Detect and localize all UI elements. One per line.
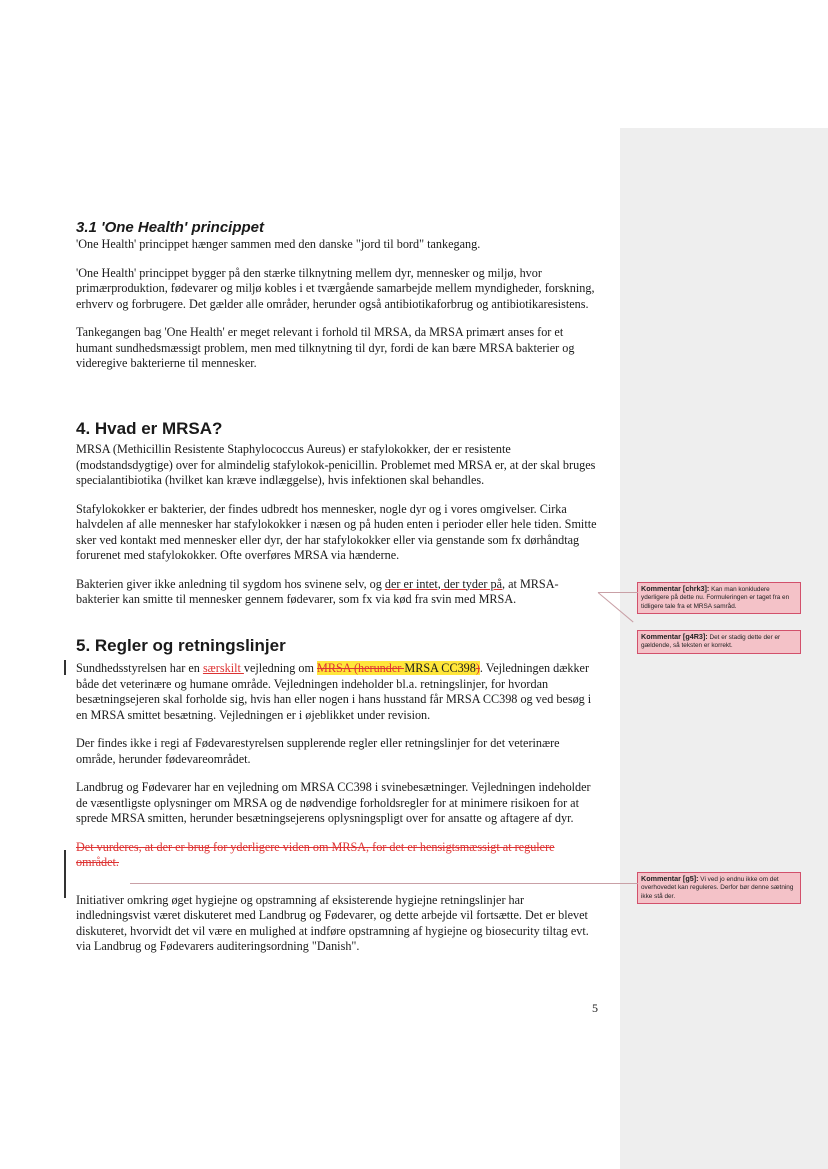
section-heading-4: 4. Hvad er MRSA? xyxy=(76,419,223,438)
comment-connector xyxy=(598,592,638,593)
change-bar xyxy=(64,850,66,898)
paragraph: Stafylokokker er bakterier, der findes udbredt hos mennesker, nogle dyr og i vores omgivelser. Cirka halvdelen af alle mennesker har stafylokokker i næsen og på huden enten i perioder eller hele tiden. Smitte sker ved kontakt med mennesker eller dyr, der har stafylokokker eller via genstande som fx dørhåndtag forurenet med stafylokokker. Ofte overføres MRSA via hænderne. xyxy=(76,501,597,562)
comment-connector xyxy=(130,883,638,884)
paragraph: Initiativer omkring øget hygiejne og opstramning af eksisterende hygiejne retningslinjer har indledningsvist været diskuteret med Landbrug og Fødevarer, og dette arbejde vil fortsætte. Det er blevet diskuteret, hvorvidt det vil være en mulighed at indføre opstramning af hygiejne og biosecurity tiltag evt. via Landbrug og Fødevarers auditeringsordning "Danish". xyxy=(76,892,589,953)
paragraph: Tankegangen bag 'One Health' er meget relevant i forhold til MRSA, da MRSA primært anses for et humant sundhedsmæssigt problem, men med tilknytning til dyr, fordi de kan bære MRSA bakterier og videregive bakterierne til mennesker. xyxy=(76,325,575,370)
section-4 xyxy=(76,419,600,608)
comment-anchor[interactable]: der er intet, der tyder på xyxy=(384,576,503,591)
section-5 xyxy=(76,636,600,955)
paragraph: 'One Health' princippet bygger på den stærke tilknytning mellem dyr, mennesker og miljø, hvor primærproduktion, fødevarer og miljø kobles i et tværgående samarbejde mellem myndigheder, forskning, erhverv og forbrugere. Det gælder alle områder, herunder også antibiotikaforbrug og antibiotikaresistens. xyxy=(76,265,595,311)
page-number: 5 xyxy=(592,1001,598,1015)
change-bar xyxy=(64,660,66,675)
section-heading-5: 5. Regler og retningslinjer xyxy=(76,636,286,655)
section-3-1 xyxy=(76,219,600,372)
deleted-text[interactable]: ) xyxy=(475,661,480,675)
tracked-paragraph: Sundhedsstyrelsen har en særskilt vejledning om MRSA (herunder MRSA CC398). Vejledningen dækker både det veterinære og humane område. Vejledningen indeholder bl.a. retningslinjer, for hvordan besætningsejeren skal forholde sig, hvis han eller nogen i hans husstand får MRSA CC398 og ved besøg i en MRSA smittet besætning. Vejledningen er i øjeblikket under revision. xyxy=(76,661,592,722)
comment-balloon-g5[interactable]: Kommentar [g5]: Vi ved jo endnu ikke om det overhovedet kan reguleres. Derfor bør denne sætning ikke stå der. xyxy=(637,872,801,904)
paragraph: Landbrug og Fødevarer har en vejledning om MRSA CC398 i svinebesætninger. Vejledningen indeholder de væsentligste oplysninger om MRSA og de nødvendige forholdsregler for at minimere risikoen for at sprede MRSA smitten, herunder besætningsejerens oplysningspligt over for ansatte og aftagere af dyr. xyxy=(76,780,591,825)
paragraph-with-comment: Bakterien giver ikke anledning til sygdom hos svinene selv, og der er intet, der tyder på, at MRSA-bakterier kan smitte til mennesker gennem fødevarer, som fx via kød fra svin med MRSA. xyxy=(76,576,559,606)
deleted-paragraph[interactable]: Det vurderes, at der er brug for yderligere viden om MRSA, for det er hensigtsmæssigt at regulere området. xyxy=(76,839,555,869)
paragraph: MRSA (Methicillin Resistente Staphylococcus Aureus) er stafylokokker, der er resistente (modstandsdygtige) over for almindelig stafylokok-penicillin. Problemet med MRSA er, at der skal bruges specialantibiotika (hvilket kan kræve indlæggelse), hvis infektionen skal behandles. xyxy=(76,442,596,487)
section-heading-3-1: 3.1 'One Health' princippet xyxy=(76,219,265,236)
paragraph: 'One Health' princippet hænger sammen med den danske "jord til bord" tankegang. xyxy=(76,237,481,251)
inserted-text[interactable]: særskilt xyxy=(202,661,244,675)
paragraph: Der findes ikke i regi af Fødevarestyrelsen supplerende regler eller retningslinjer for det veterinære område, herunder fødevareområdet. xyxy=(76,736,560,766)
highlighted-text[interactable]: MRSA CC398 xyxy=(404,661,476,675)
comment-balloon-chrk3[interactable]: Kommentar [chrk3]: Kan man konkludere yderligere på dette nu. Formuleringen er taget fra en tidligere tale fra et MRSA samråd. xyxy=(637,582,801,614)
deleted-text[interactable]: MRSA (herunder xyxy=(317,661,405,675)
comment-balloon-g4r3[interactable]: Kommentar [g4R3]: Det er stadig dette der er gældende, så teksten er korrekt. xyxy=(637,630,801,654)
